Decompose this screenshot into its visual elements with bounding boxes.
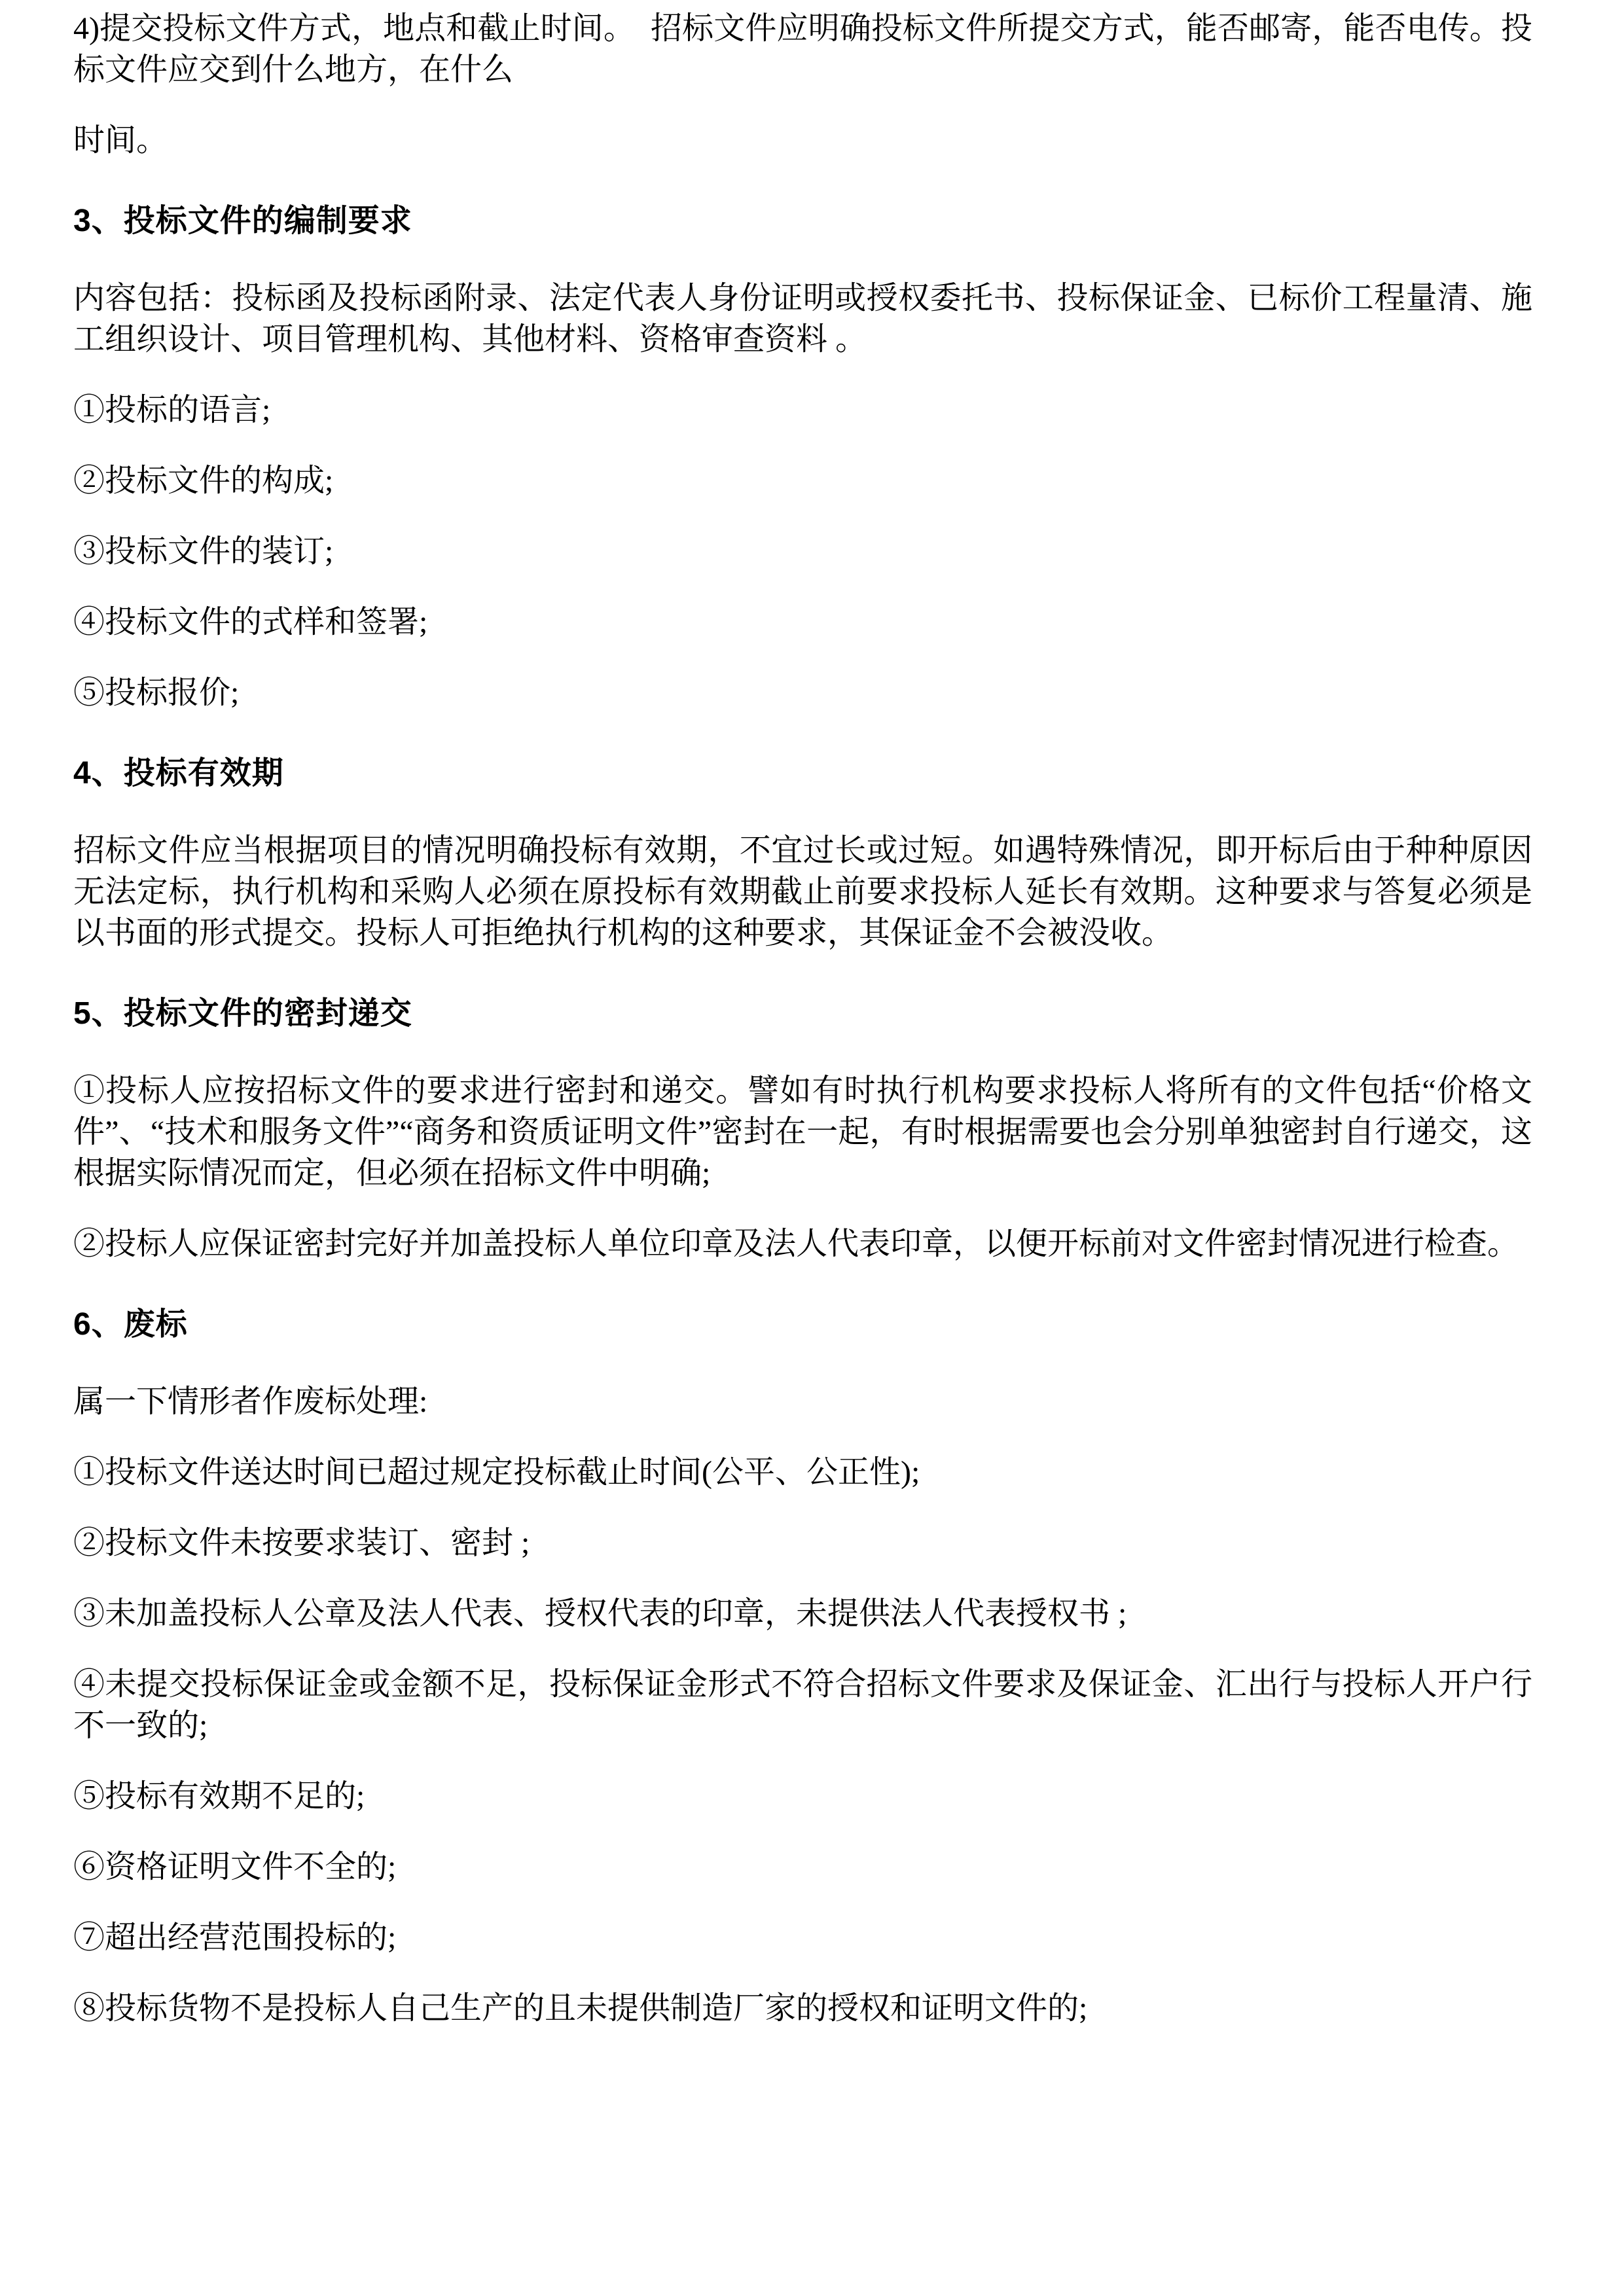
paragraph: 内容包括：投标函及投标函附录、法定代表人身份证明或授权委托书、投标保证金、已标价工程量清、施工组织设计、项目管理机构、其他材料、资格审查资料 。 [73,281,1532,357]
list-item: ⑤投标有效期不足的; [73,1779,365,1814]
section-heading: 5、投标文件的密封递交 [73,996,412,1031]
list-item: ①投标文件送达时间已超过规定投标截止时间(公平、公正性); [73,1455,920,1490]
list-item: ⑦超出经营范围投标的; [73,1920,397,1955]
paragraph: 招标文件应当根据项目的情况明确投标有效期，不宜过长或过短。如遇特殊情况，即开标后由于种种原因无法定标，执行机构和采购人必须在原投标有效期截止前要求投标人延长有效期。这种要求与答复必须是以书面的形式提交。投标人可拒绝执行机构的这种要求，其保证金不会被没收。 [73,833,1532,950]
document-content [73,8,1532,2029]
list-item: ①投标的语言; [73,393,271,427]
list-item: ④未提交投标保证金或金额不足，投标保证金形式不符合招标文件要求及保证金、汇出行与投标人开户行不一致的; [73,1667,1532,1743]
list-item: ②投标文件未按要求装订、密封 ; [73,1526,530,1560]
section-heading: 3、投标文件的编制要求 [73,204,412,238]
list-item: ⑤投标报价; [73,675,240,710]
list-item: ④投标文件的式样和签署; [73,605,428,639]
list-item: ③投标文件的装订; [73,534,334,569]
section-heading: 4、投标有效期 [73,756,284,791]
list-item: ②投标文件的构成; [73,463,334,498]
paragraph: 4)提交投标文件方式，地点和截止时间。 招标文件应明确投标文件所提交方式，能否邮寄，能否电传。投标文件应交到什么地方，在什么 [73,11,1532,87]
paragraph: ②投标人应保证密封完好并加盖投标人单位印章及法人代表印章，以便开标前对文件密封情况进行检查。 [73,1227,1519,1261]
list-item: ⑥资格证明文件不全的; [73,1850,397,1884]
paragraph: 属一下情形者作废标处理: [73,1384,428,1419]
list-item: ⑧投标货物不是投标人自己生产的且未提供制造厂家的授权和证明文件的; [73,1991,1088,2026]
paragraph: ①投标人应按招标文件的要求进行密封和递交。譬如有时执行机构要求投标人将所有的文件包括“价格文件”、“技术和服务文件”“商务和资质证明文件”密封在一起，有时根据需要也会分别单独密封自行递交，这根据实际情况而定，但必须在招标文件中明确; [73,1073,1532,1191]
section-heading: 6、废标 [73,1307,188,1342]
list-item: ③未加盖投标人公章及法人代表、授权代表的印章，未提供法人代表授权书 ; [73,1596,1127,1631]
paragraph: 时间。 [73,123,168,158]
